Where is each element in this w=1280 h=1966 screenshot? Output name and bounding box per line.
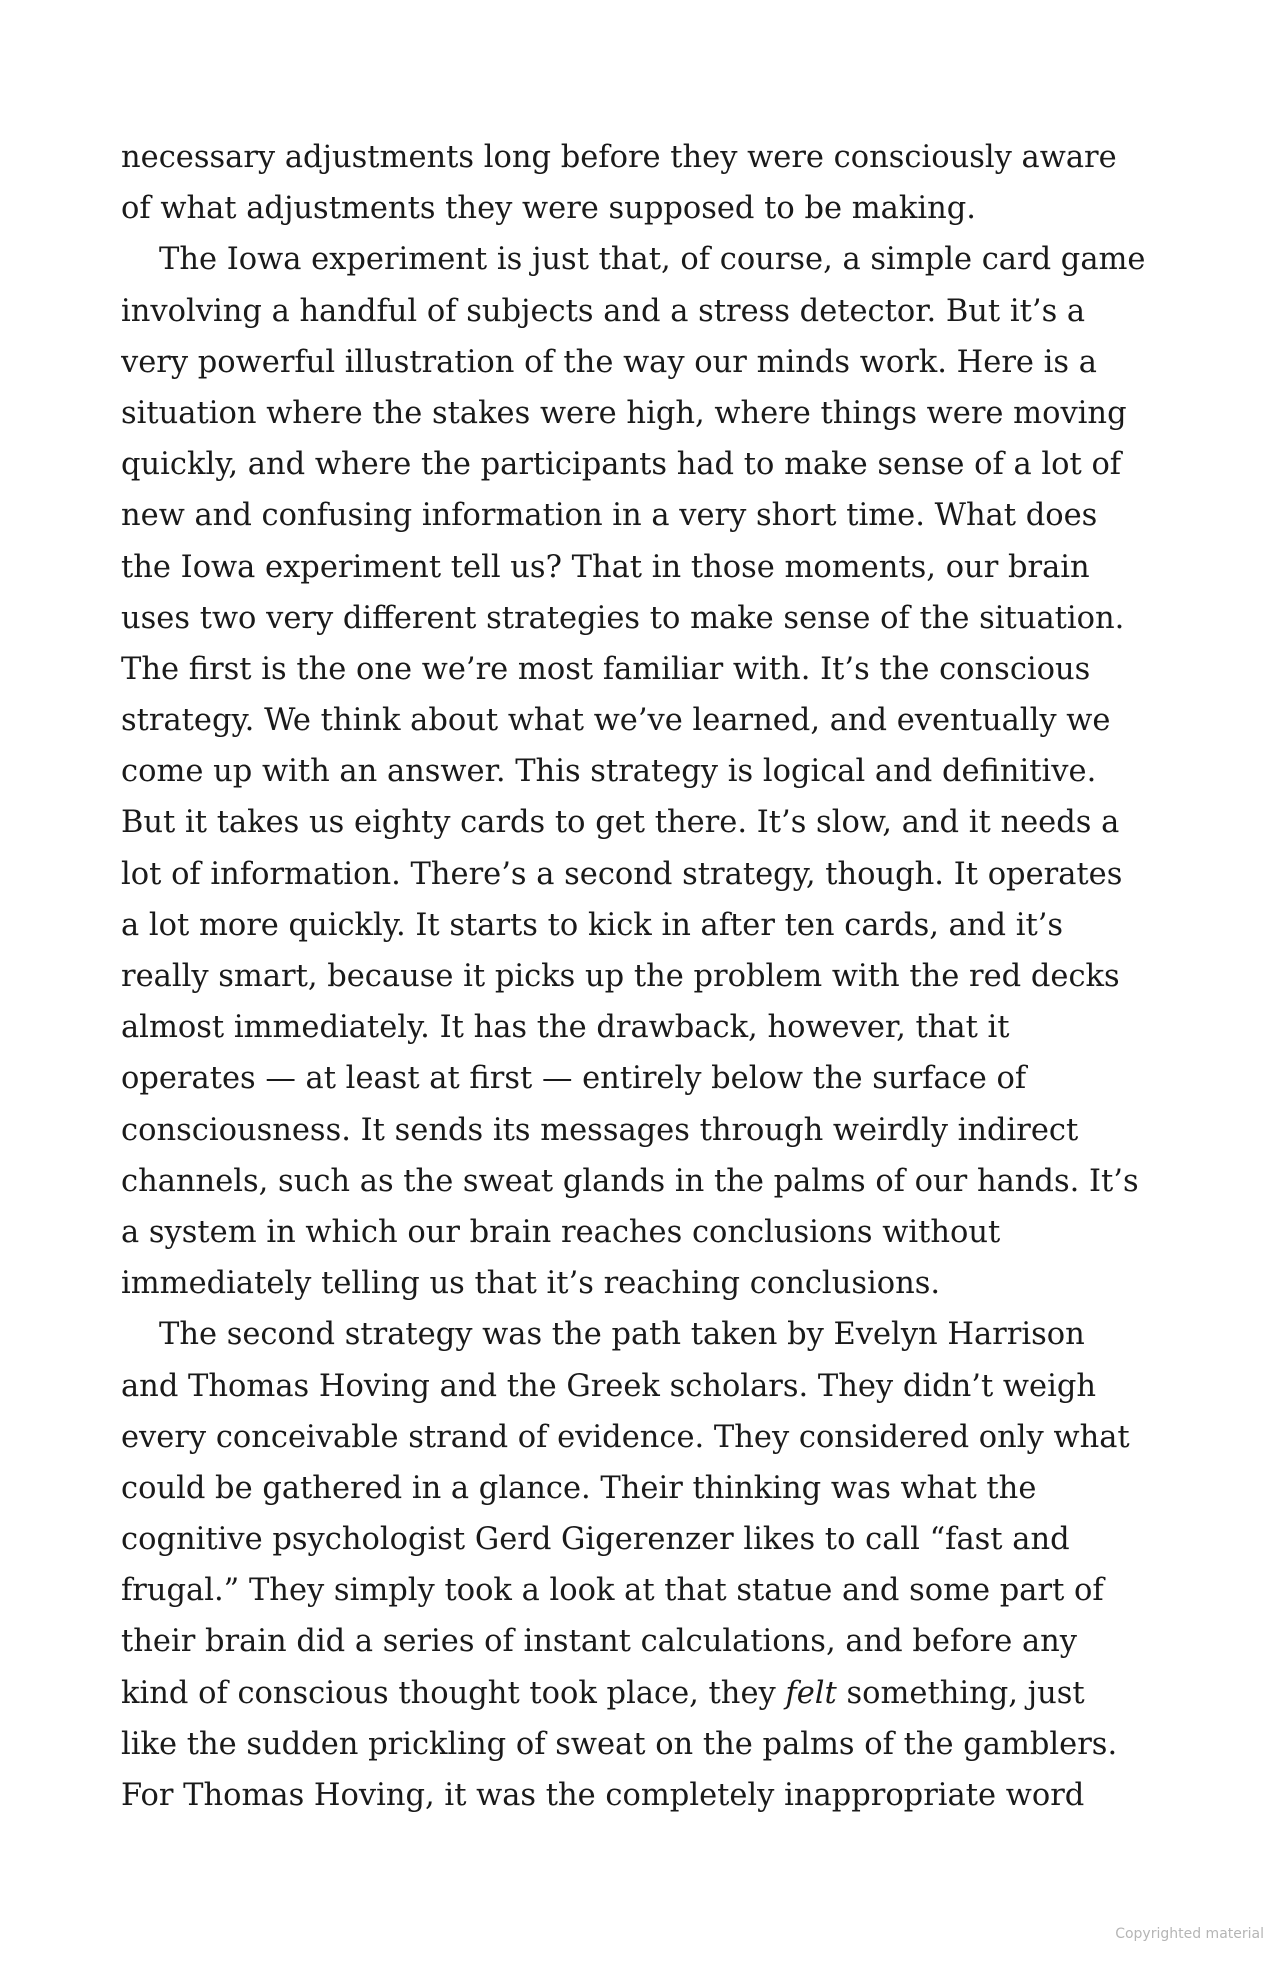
text-line: really smart, because it picks up the problem with the red decks xyxy=(121,959,1120,994)
text-line: a lot more quickly. It starts to kick in after ten cards, and it’s xyxy=(121,907,1064,943)
text-line: quickly, and where the participants had to make sense of a lot of xyxy=(121,447,1122,483)
text-line: operates — at least at first — entirely below the surface of xyxy=(121,1061,1027,1097)
text-line: a system in which our brain reaches conclusions without xyxy=(121,1214,1001,1250)
text-line: like the sudden prickling of sweat on the palms of the gamblers. xyxy=(121,1726,1118,1762)
paragraph-start-line: The second strategy was the path taken by Evelyn Harrison xyxy=(159,1317,1085,1353)
text-line: uses two very different strategies to make sense of the situation. xyxy=(121,600,1125,636)
paragraph-start-line: The Iowa experiment is just that, of course, a simple card game xyxy=(159,242,1146,278)
text-line: situation where the stakes were high, where things were moving xyxy=(121,395,1127,431)
text-line: the Iowa experiment tell us? That in those moments, our brain xyxy=(121,549,1090,585)
text-line: necessary adjustments long before they were consciously aware xyxy=(121,140,1117,175)
text-line: lot of information. There’s a second strategy, though. It operates xyxy=(121,856,1123,892)
body-text xyxy=(121,132,1181,1821)
text-line: For Thomas Hoving, it was the completely inappropriate word xyxy=(121,1778,1085,1813)
text-line: frugal.” They simply took a look at that statue and some part of xyxy=(121,1573,1104,1609)
text-line: every conceivable strand of evidence. They considered only what xyxy=(121,1419,1130,1455)
text-line: strategy. We think about what we’ve learned, and eventually we xyxy=(121,703,1111,739)
text-line: could be gathered in a glance. Their thinking was what the xyxy=(121,1470,1037,1506)
text-line: come up with an answer. This strategy is logical and definitive. xyxy=(121,754,1097,790)
text-line: cognitive psychologist Gerd Gigerenzer likes to call “fast and xyxy=(121,1522,1070,1558)
text-line: channels, such as the sweat glands in the palms of our hands. It’s xyxy=(121,1163,1139,1199)
text-segment: something, just xyxy=(836,1675,1085,1711)
text-line: of what adjustments they were supposed to be making. xyxy=(121,191,976,227)
text-line: almost immediately. It has the drawback, however, that it xyxy=(121,1010,1010,1046)
text-line: and Thomas Hoving and the Greek scholars. They didn’t weigh xyxy=(121,1368,1097,1404)
text-line: new and confusing information in a very short time. What does xyxy=(121,498,1098,534)
text-line: But it takes us eighty cards to get there. It’s slow, and it needs a xyxy=(121,805,1120,841)
emphasized-word: felt xyxy=(785,1675,837,1711)
text-segment: kind of conscious thought took place, they xyxy=(121,1675,786,1711)
text-line: immediately telling us that it’s reaching conclusions. xyxy=(121,1266,941,1302)
copyright-watermark: Copyrighted material xyxy=(1115,1926,1264,1942)
text-line: involving a handful of subjects and a stress detector. But it’s a xyxy=(121,293,1086,329)
text-line-with-emphasis xyxy=(121,1668,1181,1719)
text-line: very powerful illustration of the way our minds work. Here is a xyxy=(121,344,1097,380)
text-line: their brain did a series of instant calculations, and before any xyxy=(121,1624,1077,1660)
text-line: consciousness. It sends its messages through weirdly indirect xyxy=(121,1112,1079,1148)
text-line: The first is the one we’re most familiar with. It’s the conscious xyxy=(121,651,1091,687)
